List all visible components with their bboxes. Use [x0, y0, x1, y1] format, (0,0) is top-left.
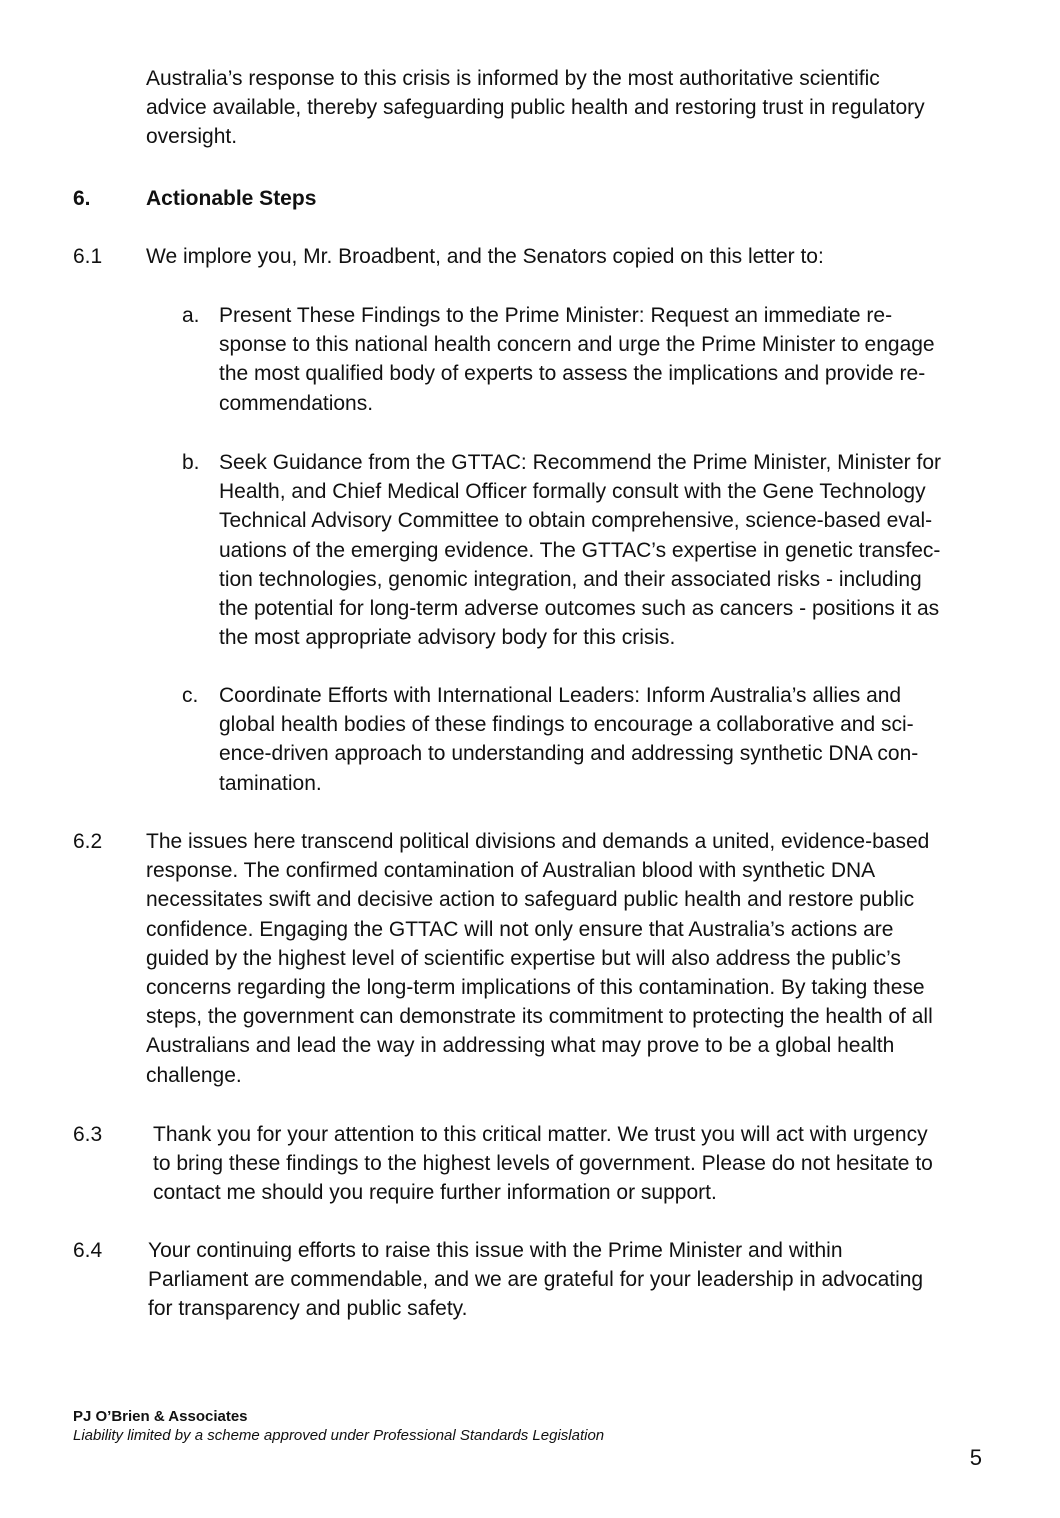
clause-number-6-2: 6.2 — [73, 830, 103, 853]
list-item-line: the most qualified body of experts to assess the implications and provide re- — [219, 362, 926, 386]
list-item-b — [219, 448, 989, 652]
intro-paragraph — [146, 64, 1026, 152]
list-item-line: global health bodies of these findings to encourage a collaborative and sci- — [219, 713, 914, 737]
clause-line: contact me should you require further information or support. — [153, 1181, 717, 1205]
clause-line: response. The confirmed contamination of Australian blood with synthetic DNA — [146, 859, 876, 883]
intro-line: advice available, thereby safeguarding public health and restoring trust in regulatory — [146, 96, 925, 120]
clause-6-1-text: We implore you, Mr. Broadbent, and the Senators copied on this letter to: — [146, 245, 824, 268]
section-title: Actionable Steps — [146, 187, 317, 210]
clause-line: Your continuing efforts to raise this issue with the Prime Minister and within — [148, 1239, 843, 1262]
list-item-line: uations of the emerging evidence. The GTTAC’s expertise in genetic transfec- — [219, 538, 941, 562]
footer-firm-name: PJ O’Brien & Associates — [73, 1408, 248, 1425]
clause-line: necessitates swift and decisive action to safeguard public health and restore public — [146, 888, 915, 912]
clause-line: guided by the highest level of scientific expertise but will also address the public’s — [146, 946, 901, 970]
list-item-c — [219, 681, 989, 798]
list-item-line: the potential for long-term adverse outcomes such as cancers - positions it as — [219, 597, 940, 621]
clause-number-6-4: 6.4 — [73, 1239, 103, 1262]
section-number: 6. — [73, 187, 91, 210]
list-item-a-letter: a. — [182, 304, 200, 327]
list-item-line: tamination. — [219, 771, 322, 795]
clause-number-6-1: 6.1 — [73, 245, 103, 268]
clause-number-6-3: 6.3 — [73, 1123, 103, 1146]
intro-line: Australia’s response to this crisis is informed by the most authoritative scientific — [146, 67, 880, 90]
list-item-line: tion technologies, genomic integration, and their associated risks - including — [219, 567, 922, 591]
clause-line: The issues here transcend political divisions and demands a united, evidence-based — [146, 830, 930, 853]
list-item-line: Seek Guidance from the GTTAC: Recommend the Prime Minister, Minister for — [219, 451, 942, 474]
list-item-c-letter: c. — [182, 684, 199, 707]
page-number: 5 — [969, 1445, 982, 1470]
list-item-line: the most appropriate advisory body for this crisis. — [219, 626, 676, 650]
clause-line: concerns regarding the long-term implications of this contamination. By taking these — [146, 976, 925, 1000]
clause-line: challenge. — [146, 1063, 242, 1087]
clause-6-4-text — [148, 1236, 1028, 1324]
list-item-line: sponse to this national health concern and urge the Prime Minister to engage — [219, 333, 935, 357]
list-item-line: Health, and Chief Medical Officer formally consult with the Gene Technology — [219, 480, 926, 504]
intro-line: oversight. — [146, 125, 238, 149]
clause-6-3-text — [153, 1120, 1033, 1208]
clause-line: Australians and lead the way in addressing what may prove to be a global health — [146, 1034, 895, 1058]
clause-line: confidence. Engaging the GTTAC will not only ensure that Australia’s actions are — [146, 917, 894, 941]
clause-line: Parliament are commendable, and we are grateful for your leadership in advocating — [148, 1268, 924, 1292]
clause-line: to bring these findings to the highest levels of government. Please do not hesitate to — [153, 1152, 933, 1176]
list-item-b-letter: b. — [182, 451, 200, 474]
list-item-line: ence-driven approach to understanding and addressing synthetic DNA con- — [219, 742, 919, 766]
list-item-line: Present These Findings to the Prime Minister: Request an immediate re- — [219, 304, 893, 327]
list-item-line: Coordinate Efforts with International Leaders: Inform Australia’s allies and — [219, 684, 902, 707]
clause-6-2-text — [146, 827, 1026, 1090]
footer-liability-note: Liability limited by a scheme approved under Professional Standards Legislation — [73, 1427, 605, 1444]
clause-line: Thank you for your attention to this critical matter. We trust you will act with urgency — [153, 1123, 928, 1146]
list-item-line: commendations. — [219, 391, 374, 415]
list-item-line: Technical Advisory Committee to obtain comprehensive, science-based eval- — [219, 509, 933, 533]
clause-line: steps, the government can demonstrate its commitment to protecting the health of all — [146, 1005, 933, 1029]
clause-line: for transparency and public safety. — [148, 1297, 468, 1321]
list-item-a — [219, 301, 989, 418]
